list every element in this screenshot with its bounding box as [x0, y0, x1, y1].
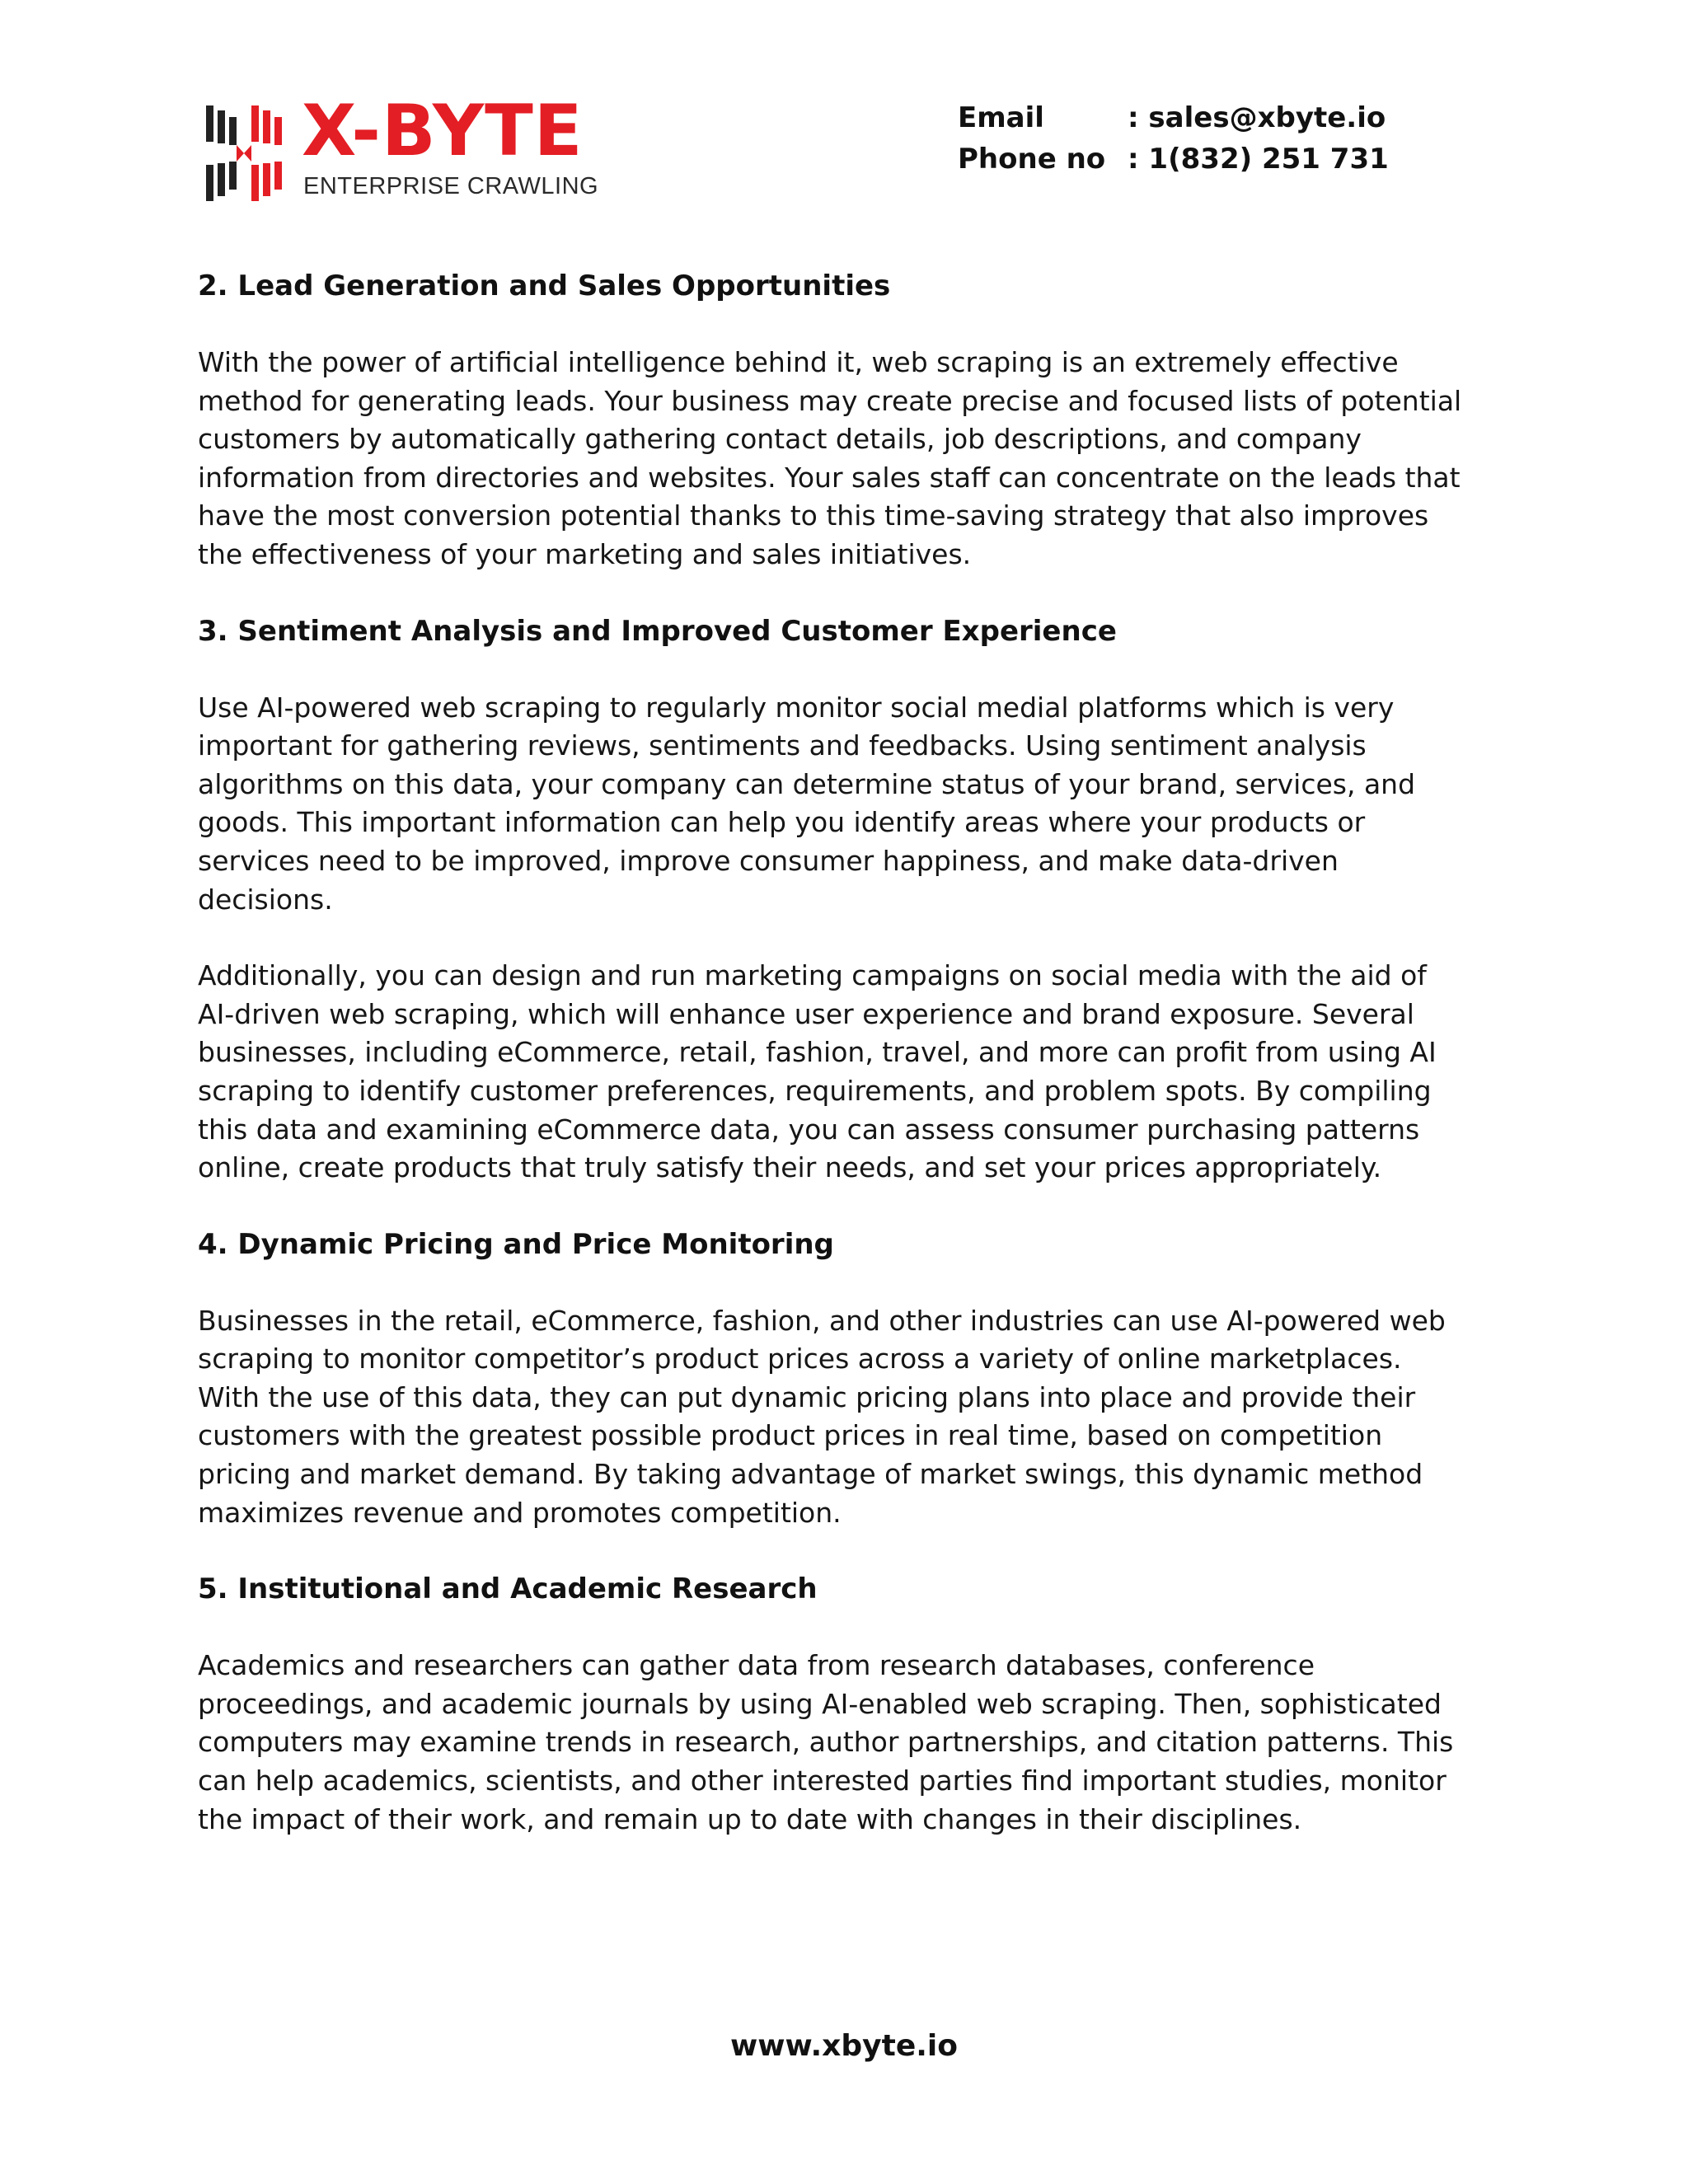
x-mark-icon	[203, 102, 285, 204]
logo-wordmark: X-BYTE	[302, 90, 584, 172]
logo-tagline: ENTERPRISE CRAWLING	[303, 173, 599, 199]
phone-label: Phone no	[958, 143, 1106, 176]
section-lead-generation	[198, 267, 1500, 574]
section-paragraph: Use AI-powered web scraping to regularly monitor social medial platforms which is very important for gathering reviews, sentiments and feedbacks. Using sentiment analysis algorithms on this data, your company can determine status of your brand, services, and goods. This important information can help you identify areas where your products or services need to be improved, improve consumer happiness, and make data-driven decisions.	[198, 691, 1416, 916]
phone-value[interactable]: : 1(832) 251 731	[1128, 143, 1389, 176]
company-logo	[203, 90, 599, 204]
section-dynamic-pricing	[198, 1226, 1500, 1533]
section-heading: 4. Dynamic Pricing and Price Monitoring	[198, 1227, 834, 1261]
section-heading: 2. Lead Generation and Sales Opportunities	[198, 269, 891, 302]
section-paragraph: Businesses in the retail, eCommerce, fashion, and other industries can use AI-powered web scraping to monitor competitor’s product prices across a variety of online marketplaces. With the use of this data, they can put dynamic pricing plans into place and provide their customers with the greatest possible product prices in real time, based on competition pricing and market demand. By taking advantage of market swings, this dynamic method maximizes revenue and promotes competition.	[198, 1304, 1446, 1529]
section-paragraph: Additionally, you can design and run marketing campaigns on social media with the aid of AI-driven web scraping, which will enhance user experience and brand exposure. Several businesses, including eCommerce, retail, fashion, travel, and more can profit from using AI scraping to identify customer preferences, requirements, and problem spots. By compiling this data and examining eCommerce data, you can assess consumer purchasing patterns online, create products that truly satisfy their needs, and set your prices appropriately.	[198, 959, 1437, 1184]
email-row	[958, 97, 1389, 138]
document-body	[198, 267, 1500, 1877]
section-paragraph: Academics and researchers can gather data from research databases, conference proceedings, and academic journals by using AI-enabled web scraping. Then, sophisticated computers may examine trends in research, author partnerships, and citation patterns. This can help academics, scientists, and other interested parties find important studies, monitor the impact of their work, and remain up to date with changes in their disciplines.	[198, 1649, 1454, 1835]
email-label: Email	[958, 101, 1044, 134]
section-paragraph: With the power of artificial intelligence behind it, web scraping is an extremely effective method for generating leads. Your business may create precise and focused lists of potential customers by automatically gathering contact details, job descriptions, and company information from directories and websites. Your sales staff can concentrate on the leads that have the most conversion potential thanks to this time-saving strategy that also improves the effectiveness of your marketing and sales initiatives.	[198, 346, 1462, 570]
footer-website-link[interactable]: www.xbyte.io	[730, 2029, 958, 2063]
section-heading: 3. Sentiment Analysis and Improved Customer Experience	[198, 614, 1117, 648]
email-value[interactable]: : sales@xbyte.io	[1128, 101, 1386, 134]
section-academic-research	[198, 1570, 1500, 1839]
contact-info	[958, 97, 1389, 180]
section-sentiment-analysis	[198, 612, 1500, 1188]
section-heading: 5. Institutional and Academic Research	[198, 1572, 818, 1606]
phone-row	[958, 138, 1389, 180]
